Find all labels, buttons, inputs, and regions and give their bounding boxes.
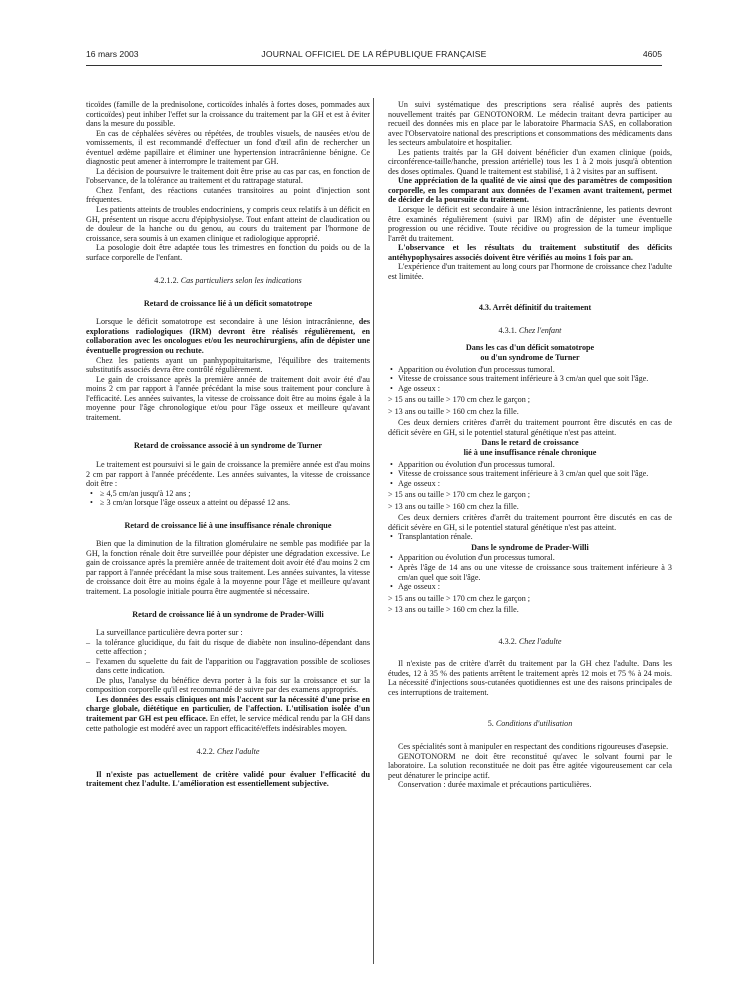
- dash-list: [86, 638, 370, 676]
- list-item: – l'examen du squelette du fait de l'apparition ou l'aggravation possible de scolioses dans cette indication.: [86, 656, 370, 676]
- subheading: [388, 343, 672, 362]
- paragraph: Bien que la diminution de la filtration glomérulaire ne semble pas modifiée par la GH, la fonction rénale doit être surveillée pour dépister une dégradation excessive. Le gain de croissance après la première année de traitement doit avoir été d'au moins 2 cm par rapport à l'année précédant la mise sous traitement. Les années suivantes, la vitesse de croissance doit être au moins égale à la moyenne pour l'âge et meilleure qu'avant traitement. La posologie initiale pourra être augmentée si nécessaire.: [86, 539, 370, 596]
- section-number: 4.3.2.: [498, 636, 517, 646]
- paragraph: Ces deux derniers critères d'arrêt du traitement pourront être discutés en cas de déficit sévère en GH, si le potentiel statural génétique n'est pas atteint.: [388, 513, 672, 532]
- paragraph: [86, 317, 370, 355]
- subheading: Retard de croissance lié à un déficit somatotrope: [143, 298, 313, 308]
- page-number: 4605: [642, 49, 662, 59]
- paragraph: La posologie doit être adaptée tous les trimestres en fonction du poids ou de la surface corporelle de l'enfant.: [86, 243, 370, 262]
- section-heading: [86, 276, 370, 286]
- section-title: Conditions d'utilisation: [495, 719, 573, 729]
- paragraph: Les patients traités par la GH doivent bénéficier d'un examen clinique (poids, circonférence-taille/hanche, pression artérielle) tous les 1 à 2 mois jusqu'à obtention des doses optimales. Quand le traitement est stabilisé, 1 à 2 visites par an suffisent.: [388, 147, 672, 176]
- paragraph: Un suivi systématique des prescriptions sera réalisé auprès des patients nouvellement traités par GENOTONORM. Le médecin traitant devra participer au recueil des données mis en place par le laboratoire Pharmacia SAS, en collaboration avec l'Observatoire national des prescriptions et consommations des médicaments dans les secteurs ambulatoire et hospitalier.: [388, 100, 672, 148]
- bullet-list: [388, 460, 672, 489]
- paragraph: Une appréciation de la qualité de vie ainsi que des paramètres de composition corporelle, en les comparant aux données de l'examen avant traitement, permet de décider de la poursuite du traitement.: [388, 176, 672, 205]
- list-item-text: ≥ 4,5 cm/an jusqu'à 12 ans ;: [100, 488, 191, 498]
- list-item: • Apparition ou évolution d'un processus tumoral.: [390, 553, 555, 563]
- list-item: • Transplantation rénale.: [390, 532, 473, 542]
- paragraph: De plus, l'analyse du bénéfice devra porter à la fois sur la croissance et sur la composition corporelle qu'il est recommandé de suivre par des examens appropriés.: [86, 675, 370, 695]
- criterion: > 15 ans ou taille > 170 cm chez le garçon ;: [388, 395, 531, 405]
- section-number: 4.2.2.: [196, 747, 215, 757]
- list-item-text: Vitesse de croissance sous traitement inférieure à 3 cm/an quel que soit l'âge.: [398, 374, 649, 384]
- page-header: [86, 49, 662, 63]
- paragraph: Le traitement est poursuivi si le gain de croissance la première année est d'au moins 2 cm par rapport à l'année précédente. Les années suivantes, la vitesse de croissance doit être :: [86, 459, 370, 489]
- list-item-text: la tolérance glucidique, du fait du risque de diabète non insulino-dépendant dans cette affection ;: [96, 637, 370, 657]
- section-heading: [388, 719, 672, 729]
- subheading: Dans le syndrome de Prader-Willi: [471, 542, 589, 552]
- bullet-list: [388, 553, 672, 591]
- paragraph: En cas de céphalées sévères ou répétées, de troubles visuels, de nausées et/ou de vomissements, il est recommandé d'effectuer un fond d'œil afin de rechercher un éventuel œdème papillaire et éliminer une hypertension intracrânienne bénigne. Ce diagnostic peut amener à interrompre le traitement par GH.: [86, 128, 370, 167]
- paragraph: [86, 695, 370, 733]
- paragraph: La décision de poursuivre le traitement doit être prise au cas par cas, en fonction de l'observance, de la tolérance au traitement et du rattrapage statural.: [86, 166, 370, 186]
- list-item: • ≥ 3 cm/an lorsque l'âge osseux a atteint ou dépassé 12 ans.: [90, 498, 291, 508]
- list-item-text: Apparition ou évolution d'un processus tumoral.: [398, 553, 555, 563]
- paragraph: L'expérience d'un traitement au long cours par l'hormone de croissance chez l'adulte est limitée.: [388, 262, 672, 281]
- section-heading: [86, 747, 370, 757]
- list-item-text: Age osseux :: [398, 582, 440, 592]
- subheading: Retard de croissance lié à une insuffisance rénale chronique: [124, 520, 332, 530]
- section-heading: 4.3. Arrêt définitif du traitement: [478, 303, 592, 313]
- list-item-text: ≥ 3 cm/an lorsque l'âge osseux a atteint ou dépassé 12 ans.: [100, 498, 291, 508]
- bullet-list: [388, 365, 672, 394]
- paragraph: Chez l'enfant, des réactions cutanées transitoires au point d'injection sont fréquentes.: [86, 185, 370, 205]
- criterion: > 15 ans ou taille > 170 cm chez le garçon ;: [388, 593, 531, 603]
- list-item: – la tolérance glucidique, du fait du risque de diabète non insulino-dépendant dans cette affection ;: [86, 637, 370, 657]
- paragraph: Le gain de croissance après la première année de traitement doit avoir été d'au moins 2 cm par rapport à l'année précédant la mise sous traitement pour conclure à l'efficacité. Les années suivantes, la vitesse de croissance doit être au moins égale à la moyenne pour l'âge chronologique et/ou pour l'âge osseux et meilleure qu'avant traitement.: [86, 374, 370, 422]
- criterion: > 15 ans ou taille > 170 cm chez le garçon ;: [388, 490, 531, 500]
- text-run: En effet, le service médical rendu par la GH dans cette pathologie est modéré avec un rapport efficacité/effets indésirables moyen.: [86, 713, 371, 733]
- list-item: • Age osseux :: [390, 582, 440, 592]
- subheading: [388, 438, 672, 457]
- text-run: Lorsque le déficit somatotrope est secondaire à une lésion intracrânienne,: [96, 317, 359, 327]
- paragraph: Lorsque le déficit est secondaire à une lésion intracrânienne, les patients devront être examinés régulièrement (suivi par IRM) afin de dépister une éventuelle progression ou une récidive. Toute récidive ou progression de la tumeur implique l'arrêt du traitement.: [388, 205, 672, 243]
- paragraph: ticoïdes (famille de la prednisolone, corticoïdes inhalés à fortes doses, pommades aux corticoïdes) peut inhiber l'effet sur la croissance du traitement par la GH et est à éviter dans la mesure du possible.: [86, 100, 370, 129]
- criterion: > 13 ans ou taille > 160 cm chez la fille.: [388, 605, 519, 615]
- paragraph: GENOTONORM ne doit être reconstitué qu'avec le solvant fourni par le laboratoire. La solution reconstituée ne doit pas être agitée vigoureusement car cela peut dénaturer le principe actif.: [388, 751, 672, 780]
- list-item-text: Apparition ou évolution d'un processus tumoral.: [398, 459, 555, 469]
- column-divider: [373, 98, 374, 964]
- paragraph: Il n'existe pas actuellement de critère validé pour évaluer l'efficacité du traitement chez l'adulte. L'amélioration est essentiellement subjective.: [86, 769, 370, 789]
- issue-date: 16 mars 2003: [86, 49, 139, 59]
- right-column: [388, 100, 672, 790]
- list-item: • Apparition ou évolution d'un processus tumoral.: [390, 459, 555, 469]
- paragraph: Il n'existe pas de critère d'arrêt du traitement par la GH chez l'adulte. Dans les études, 12 à 35 % des patients arrêtent le traitement après 12 mois et 75 % à 24 mois. La nécessité d'injections sous-cutanées quotidiennes est une des raisons principales de ces interruptions de traitement.: [388, 659, 672, 697]
- section-number: 4.3.1.: [498, 325, 517, 335]
- list-item-text: Vitesse de croissance sous traitement inférieure à 3 cm/an quel que soit l'âge.: [398, 469, 649, 479]
- list-item-text: l'examen du squelette du fait de l'apparition ou l'aggravation possible de scolioses dans cette indication.: [96, 656, 370, 676]
- paragraph: Ces deux derniers critères d'arrêt du traitement pourront être discutés en cas de déficit sévère en GH, si le potentiel statural génétique n'est pas atteint.: [388, 418, 672, 437]
- bold-text: des explorations radiologiques (IRM) devront être réalisés régulièrement, en collaboration avec les oncologues et/ou les neurochirurgiens, afin de dépister une éventuelle progression ou rechute.: [86, 317, 370, 356]
- subheading-line: ou d'un syndrome de Turner: [480, 353, 580, 363]
- subheading-line: Dans les cas d'un déficit somatotrope: [465, 343, 595, 353]
- subheading: Retard de croissance lié à un syndrome de Prader-Willi: [132, 609, 324, 619]
- header-rule: [86, 65, 662, 66]
- paragraph: Les patients atteints de troubles endocriniens, y compris ceux relatifs à un déficit en GH, présentent un risque accru d'épiphysiolyse. Tout enfant atteint de claudication ou de douleur de la hanche ou du genou, au cours du traitement par l'hormone de croissance, sera soumis à un examen clinique et radiologique approprié.: [86, 205, 370, 243]
- bold-text: Les données des essais cliniques ont mis l'accent sur la nécessité d'une prise en charge globale, diététique en particulier, de l'affection. L'utilisation isolée d'un traitement par GH est peu efficace.: [86, 694, 370, 723]
- list-item: • Après l'âge de 14 ans ou une vitesse de croissance sous traitement inférieure à 3 cm/an quel que soit l'âge.: [390, 562, 672, 582]
- list-item-text: Age osseux :: [398, 383, 440, 393]
- section-number: 5.: [487, 719, 494, 729]
- paragraph: Conservation : durée maximale et précautions particulières.: [398, 780, 592, 790]
- list-item-text: Transplantation rénale.: [398, 532, 473, 542]
- subheading-line: lié à une insuffisance rénale chronique: [463, 447, 597, 457]
- section-number: 4.2.1.2.: [154, 276, 179, 286]
- list-item-text: Après l'âge de 14 ans ou une vitesse de croissance sous traitement inférieure à 3 cm/an quel que soit l'âge.: [398, 562, 672, 582]
- section-title: Chez l'adulte: [216, 747, 260, 757]
- subheading-line: Dans le retard de croissance: [481, 438, 579, 448]
- list-item: • ≥ 4,5 cm/an jusqu'à 12 ans ;: [90, 488, 191, 498]
- paragraph: Chez les patients ayant un panhypopituitarisme, l'équilibre des traitements substitutifs associés devra être contrôlé régulièrement.: [86, 355, 370, 375]
- criterion: > 13 ans ou taille > 160 cm chez la fille.: [388, 406, 519, 416]
- list-item: • Apparition ou évolution d'un processus tumoral.: [390, 364, 555, 374]
- section-heading: [388, 637, 672, 647]
- list-item: • Age osseux :: [390, 478, 440, 488]
- section-heading: [388, 326, 672, 336]
- bullet-list: [388, 532, 672, 542]
- subheading: Retard de croissance associé à un syndrome de Turner: [134, 441, 322, 451]
- list-item: • Vitesse de croissance sous traitement inférieure à 3 cm/an quel que soit l'âge.: [390, 374, 649, 384]
- criterion: > 13 ans ou taille > 160 cm chez la fille.: [388, 501, 519, 511]
- paragraph: L'observance et les résultats du traitement substitutif des déficits antéhypophysaires associés doivent être vérifiés au moins 1 fois par an.: [388, 243, 672, 262]
- section-title: Chez l'adulte: [518, 636, 562, 646]
- paragraph: Ces spécialités sont à manipuler en respectant des conditions rigoureuses d'asepsie.: [398, 741, 669, 751]
- section-title: Chez l'enfant: [518, 325, 562, 335]
- list-item-text: Apparition ou évolution d'un processus tumoral.: [398, 364, 555, 374]
- list-item: • Age osseux :: [390, 383, 440, 393]
- list-item-text: Age osseux :: [398, 478, 440, 488]
- section-title: Cas particuliers selon les indications: [180, 276, 302, 286]
- list-item: • Vitesse de croissance sous traitement inférieure à 3 cm/an quel que soit l'âge.: [390, 469, 649, 479]
- paragraph: La surveillance particulière devra porter sur :: [96, 628, 243, 638]
- journal-title: JOURNAL OFFICIEL DE LA RÉPUBLIQUE FRANÇAISE: [261, 49, 487, 59]
- left-column: [86, 100, 370, 789]
- bullet-list: [86, 489, 370, 508]
